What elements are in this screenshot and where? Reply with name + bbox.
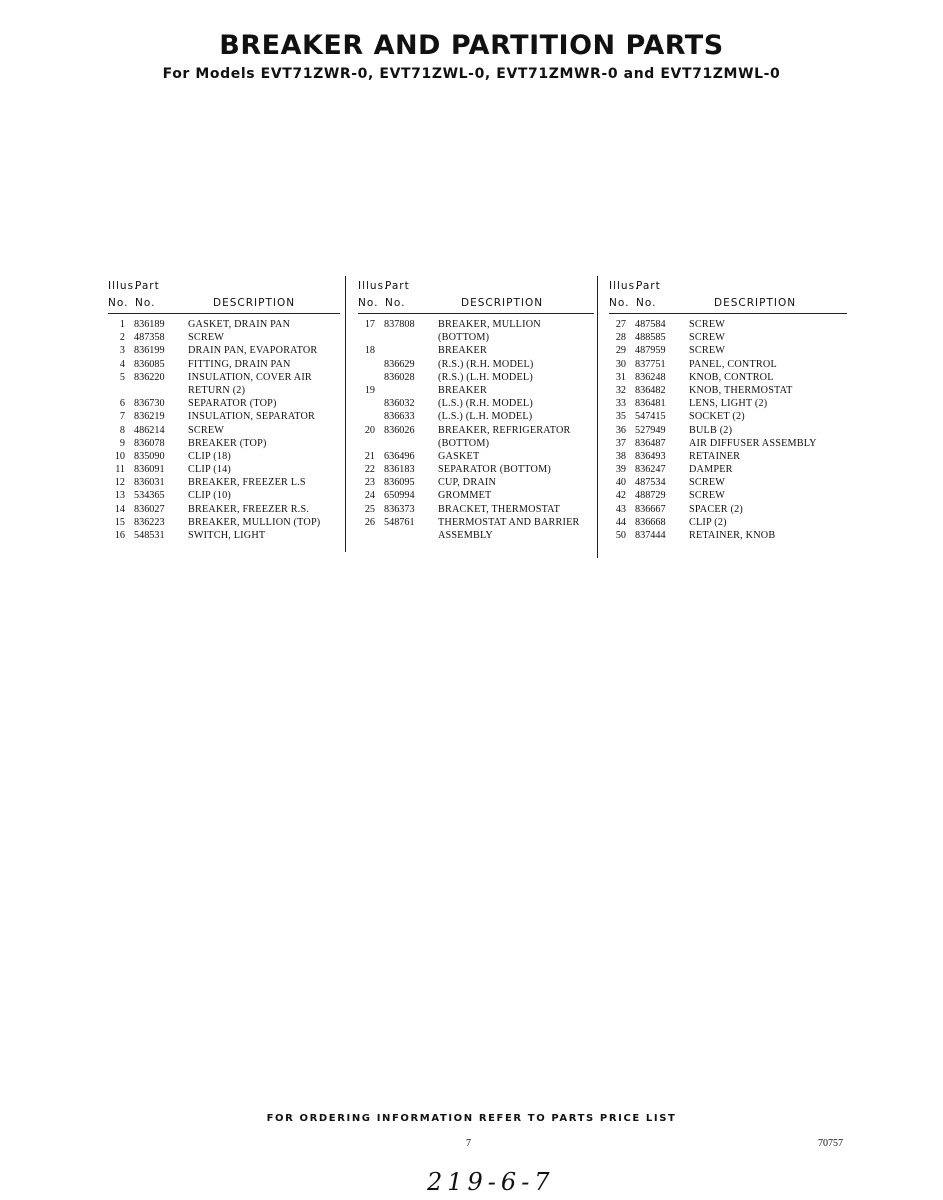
part-number: 836223 <box>134 516 165 528</box>
description-label: DESCRIPTION <box>714 297 797 309</box>
part-number: 836373 <box>384 503 415 515</box>
illus-number: 31 <box>615 371 626 383</box>
header-rule <box>108 313 340 314</box>
part-description: SCREW <box>689 490 726 502</box>
part-number: 836668 <box>635 516 666 528</box>
part-number: 836481 <box>635 398 666 410</box>
table-row <box>108 410 340 423</box>
part-description: KNOB, CONTROL <box>689 371 774 383</box>
table-row <box>609 450 847 463</box>
table-row <box>358 516 594 529</box>
table-row <box>609 424 847 437</box>
table-row <box>358 529 594 542</box>
part-number: 836028 <box>384 371 415 383</box>
part-description: ASSEMBLY <box>438 530 493 541</box>
illus-number: 30 <box>615 358 626 370</box>
table-row <box>108 463 340 476</box>
part-label: Part <box>385 280 410 292</box>
table-row <box>358 489 594 502</box>
part-number: 836493 <box>635 450 666 462</box>
illus-number: 2 <box>119 332 125 344</box>
illus-number: 16 <box>114 530 125 541</box>
part-description: SCREW <box>188 332 225 344</box>
illus-number: 13 <box>114 490 125 502</box>
part-description: SCREW <box>689 477 726 489</box>
table-row <box>108 503 340 516</box>
table-row <box>609 529 847 542</box>
page-subtitle: For Models EVT71ZWR-0, EVT71ZWL-0, EVT71ZMWR-0 and EVT71ZMWL-0 <box>162 66 781 82</box>
table-row <box>358 318 594 331</box>
illus-number: 15 <box>114 516 125 528</box>
part-description: AIR DIFFUSER ASSEMBLY <box>689 437 817 449</box>
part-description: RETAINER <box>689 450 741 462</box>
table-row <box>358 463 594 476</box>
part-description: SEPARATOR (BOTTOM) <box>438 464 551 476</box>
illus-number: 5 <box>119 371 125 383</box>
part-number: 836085 <box>134 358 165 370</box>
table-row <box>358 397 594 410</box>
table-row <box>358 437 594 450</box>
table-row <box>358 331 594 344</box>
page-title: BREAKER AND PARTITION PARTS <box>219 30 724 61</box>
parts-list <box>609 318 847 542</box>
column-divider <box>345 276 346 552</box>
part-description: DRAIN PAN, EVAPORATOR <box>188 345 318 357</box>
part-number: 836199 <box>134 345 165 357</box>
table-row <box>108 318 340 331</box>
table-row <box>358 503 594 516</box>
part-number: 547415 <box>635 411 666 423</box>
part-number: 836027 <box>134 503 165 515</box>
description-label: DESCRIPTION <box>461 297 544 309</box>
illus-number: 3 <box>119 345 125 357</box>
part-description: SCREW <box>689 345 726 357</box>
part-description: CLIP (14) <box>188 464 232 476</box>
table-row <box>609 331 847 344</box>
part-description: BREAKER (TOP) <box>188 437 267 449</box>
part-number: 836633 <box>384 411 415 423</box>
column-header <box>108 280 340 312</box>
table-row <box>358 358 594 371</box>
part-description: GROMMET <box>438 490 492 502</box>
header-rule <box>358 313 594 314</box>
table-row <box>108 529 340 542</box>
document-number: 70757 <box>818 1138 843 1149</box>
part-description: (L.S.) (R.H. MODEL) <box>438 398 533 410</box>
illus-number: 39 <box>615 464 626 476</box>
part-number: 836032 <box>384 398 415 410</box>
illus-no-label: No. <box>108 297 129 309</box>
part-description: INSULATION, SEPARATOR <box>188 411 316 423</box>
part-number: 836026 <box>384 424 415 436</box>
part-description: GASKET, DRAIN PAN <box>188 319 291 330</box>
table-row <box>609 463 847 476</box>
table-row <box>358 384 594 397</box>
part-description: SCREW <box>188 424 225 436</box>
illus-number: 29 <box>615 345 626 357</box>
table-row <box>609 410 847 423</box>
part-number: 650994 <box>384 490 415 502</box>
table-row <box>609 344 847 357</box>
part-description: FITTING, DRAIN PAN <box>188 358 291 370</box>
part-number: 836667 <box>635 503 666 515</box>
table-row <box>108 331 340 344</box>
part-number: 836219 <box>134 411 165 423</box>
table-row <box>108 450 340 463</box>
table-row <box>108 516 340 529</box>
illus-number: 33 <box>615 398 626 410</box>
header-rule <box>609 313 847 314</box>
part-number: 488729 <box>635 490 666 502</box>
illus-number: 26 <box>364 516 375 528</box>
part-number: 836248 <box>635 371 666 383</box>
page-number: 7 <box>466 1138 471 1149</box>
table-row <box>358 476 594 489</box>
table-row <box>358 371 594 384</box>
table-row <box>609 437 847 450</box>
part-number: 836247 <box>635 464 666 476</box>
part-number: 836189 <box>134 319 165 330</box>
part-description: BREAKER, MULLION <box>438 319 541 330</box>
part-number: 836487 <box>635 437 666 449</box>
part-number: 836220 <box>134 371 165 383</box>
part-label: Part <box>135 280 160 292</box>
illus-number: 6 <box>119 398 125 410</box>
part-number: 836629 <box>384 358 415 370</box>
parts-column-1 <box>108 280 340 542</box>
illus-number: 43 <box>615 503 626 515</box>
table-row <box>609 318 847 331</box>
part-description: (R.S.) (R.H. MODEL) <box>438 358 534 370</box>
table-row <box>108 384 340 397</box>
table-row <box>609 476 847 489</box>
part-description: INSULATION, COVER AIR <box>188 371 312 383</box>
table-row <box>609 397 847 410</box>
part-number: 488585 <box>635 332 666 344</box>
part-number: 836095 <box>384 477 415 489</box>
part-number: 836091 <box>134 464 165 476</box>
illus-label: Illus. <box>358 280 389 292</box>
table-row <box>358 344 594 357</box>
illus-number: 38 <box>615 450 626 462</box>
part-description: SEPARATOR (TOP) <box>188 398 277 410</box>
illus-label: Illus. <box>108 280 139 292</box>
table-row <box>108 344 340 357</box>
part-description: GASKET <box>438 450 480 462</box>
illus-number: 22 <box>364 464 375 476</box>
part-description: CLIP (18) <box>188 450 232 462</box>
part-number: 837751 <box>635 358 666 370</box>
ordering-info-footer: FOR ORDERING INFORMATION REFER TO PARTS PRICE LIST <box>266 1113 677 1124</box>
illus-number: 7 <box>119 411 125 423</box>
illus-number: 11 <box>115 464 125 476</box>
part-description: RETAINER, KNOB <box>689 530 776 541</box>
part-number: 486214 <box>134 424 165 436</box>
part-description: BREAKER <box>438 345 487 357</box>
table-row <box>609 516 847 529</box>
part-number: 487534 <box>635 477 666 489</box>
illus-number: 9 <box>119 437 125 449</box>
table-row <box>609 371 847 384</box>
table-row <box>609 503 847 516</box>
part-description: BREAKER, MULLION (TOP) <box>188 516 321 528</box>
column-header <box>358 280 594 312</box>
part-number: 836183 <box>384 464 415 476</box>
illus-number: 32 <box>615 384 626 396</box>
part-number: 636496 <box>384 450 415 462</box>
table-row <box>358 424 594 437</box>
illus-no-label: No. <box>358 297 379 309</box>
part-number: 836031 <box>134 477 165 489</box>
part-description: RETURN (2) <box>188 384 246 396</box>
illus-number: 50 <box>615 530 626 541</box>
part-number: 534365 <box>134 490 165 502</box>
part-label: Part <box>636 280 661 292</box>
illus-number: 44 <box>615 516 626 528</box>
column-divider <box>597 276 598 558</box>
illus-number: 37 <box>615 437 626 449</box>
part-no-label: No. <box>636 297 657 309</box>
parts-column-2 <box>358 280 594 542</box>
part-description: SCREW <box>689 332 726 344</box>
parts-column-3 <box>609 280 847 542</box>
part-description: SCREW <box>689 319 726 330</box>
part-number: 487584 <box>635 319 666 330</box>
part-description: BREAKER, FREEZER L.S <box>188 477 306 489</box>
illus-number: 1 <box>119 319 125 330</box>
illus-number: 8 <box>119 424 125 436</box>
part-no-label: No. <box>135 297 156 309</box>
illus-number: 35 <box>615 411 626 423</box>
part-description: (BOTTOM) <box>438 437 490 449</box>
table-row <box>108 397 340 410</box>
part-description: THERMOSTAT AND BARRIER <box>438 516 580 528</box>
part-description: PANEL, CONTROL <box>689 358 777 370</box>
illus-number: 4 <box>119 358 125 370</box>
part-description: BULB (2) <box>689 424 733 436</box>
part-number: 548761 <box>384 516 415 528</box>
illus-label: Illus. <box>609 280 640 292</box>
part-number: 527949 <box>635 424 666 436</box>
illus-number: 36 <box>615 424 626 436</box>
illus-number: 19 <box>364 384 375 396</box>
part-description: BREAKER <box>438 384 487 396</box>
part-description: SWITCH, LIGHT <box>188 530 266 541</box>
part-description: BREAKER, REFRIGERATOR <box>438 424 571 436</box>
description-label: DESCRIPTION <box>213 297 296 309</box>
illus-number: 10 <box>114 450 125 462</box>
illus-number: 21 <box>364 450 375 462</box>
part-number: 548531 <box>134 530 165 541</box>
part-description: LENS, LIGHT (2) <box>689 398 768 410</box>
part-number: 836078 <box>134 437 165 449</box>
table-row <box>108 358 340 371</box>
illus-number: 42 <box>615 490 626 502</box>
table-row <box>108 437 340 450</box>
part-number: 836730 <box>134 398 165 410</box>
column-header <box>609 280 847 312</box>
illus-number: 27 <box>615 319 626 330</box>
part-number: 487358 <box>134 332 165 344</box>
part-no-label: No. <box>385 297 406 309</box>
illus-number: 20 <box>364 424 375 436</box>
part-description: (L.S.) (L.H. MODEL) <box>438 411 533 423</box>
table-row <box>358 450 594 463</box>
part-number: 836482 <box>635 384 666 396</box>
illus-no-label: No. <box>609 297 630 309</box>
parts-list <box>108 318 340 542</box>
table-row <box>609 489 847 502</box>
illus-number: 12 <box>114 477 125 489</box>
illus-number: 40 <box>615 477 626 489</box>
table-row <box>358 410 594 423</box>
table-row <box>108 489 340 502</box>
table-row <box>609 384 847 397</box>
table-row <box>108 424 340 437</box>
part-description: SPACER (2) <box>689 503 743 515</box>
illus-number: 18 <box>364 345 375 357</box>
part-description: (R.S.) (L.H. MODEL) <box>438 371 533 383</box>
part-description: CLIP (10) <box>188 490 232 502</box>
illus-number: 23 <box>364 477 375 489</box>
handwritten-note: 219-6-7 <box>427 1168 555 1196</box>
illus-number: 24 <box>364 490 375 502</box>
table-row <box>108 476 340 489</box>
part-description: CLIP (2) <box>689 516 727 528</box>
part-description: KNOB, THERMOSTAT <box>689 384 793 396</box>
illus-number: 17 <box>364 319 375 330</box>
illus-number: 14 <box>114 503 125 515</box>
part-number: 487959 <box>635 345 666 357</box>
part-description: BREAKER, FREEZER R.S. <box>188 503 310 515</box>
illus-number: 28 <box>615 332 626 344</box>
part-description: SOCKET (2) <box>689 411 745 423</box>
table-row <box>108 371 340 384</box>
parts-list <box>358 318 594 542</box>
part-description: DAMPER <box>689 464 733 476</box>
part-number: 835090 <box>134 450 165 462</box>
part-description: (BOTTOM) <box>438 332 490 344</box>
illus-number: 25 <box>364 503 375 515</box>
part-description: BRACKET, THERMOSTAT <box>438 503 561 515</box>
part-number: 837808 <box>384 319 415 330</box>
part-description: CUP, DRAIN <box>438 477 497 489</box>
part-number: 837444 <box>635 530 666 541</box>
table-row <box>609 358 847 371</box>
